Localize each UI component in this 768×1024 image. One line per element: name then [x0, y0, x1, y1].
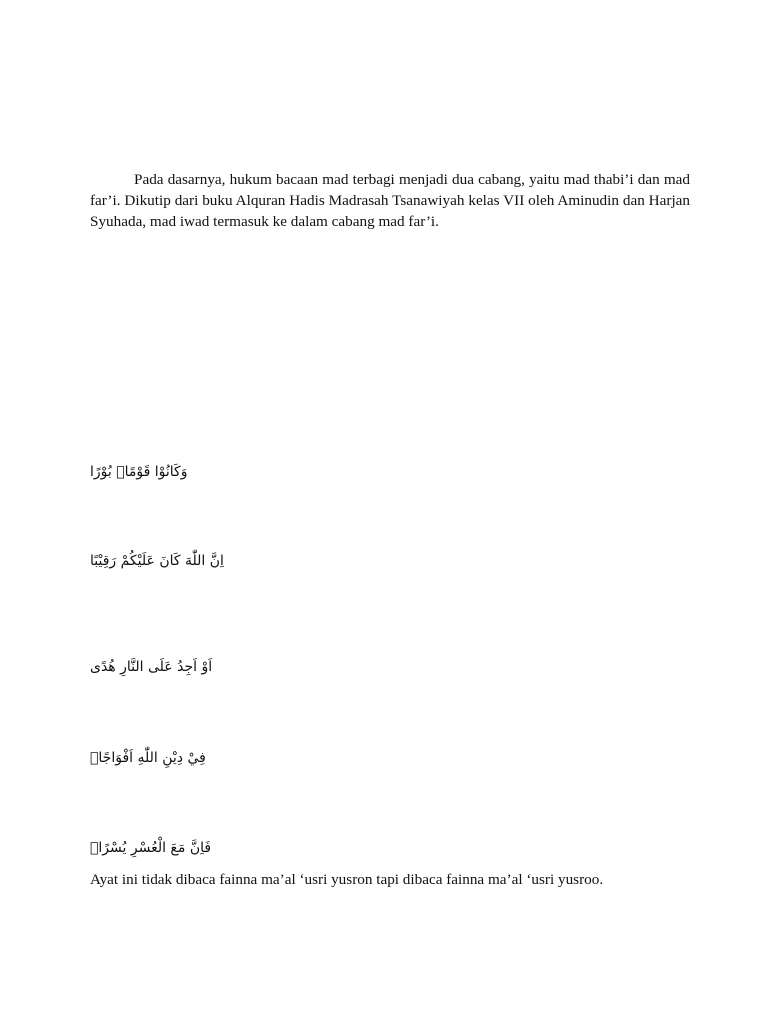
- arabic-example-5: فَاِنَّ مَعَ الْعُسْرِ يُسْرًاۙ: [90, 840, 212, 856]
- closing-note: Ayat ini tidak dibaca fainna ma’al ‘usri yusron tapi dibaca fainna ma’al ‘usri yusroo.: [90, 871, 604, 888]
- arabic-example-2: اِنَّ اللّٰهَ كَانَ عَلَيْكُمْ رَقِيْبًا: [90, 553, 224, 569]
- arabic-example-4: فِيْ دِيْنِ اللّٰهِ اَفْوَاجًاۙ: [90, 750, 206, 766]
- arabic-example-1: وَكَانُوْا قَوْمًاۢ بُوْرًا: [90, 464, 188, 480]
- arabic-example-3: اَوْ اَجِدُ عَلَى النَّارِ هُدًى: [90, 659, 213, 675]
- intro-paragraph: Pada dasarnya, hukum bacaan mad terbagi menjadi dua cabang, yaitu mad thabi’i dan mad far’i. Dikutip dari buku Alquran Hadis Madrasah Tsanawiyah kelas VII oleh Aminudin dan Harjan Syuhada, mad iwad termasuk ke dalam cabang mad far’i.: [90, 171, 690, 230]
